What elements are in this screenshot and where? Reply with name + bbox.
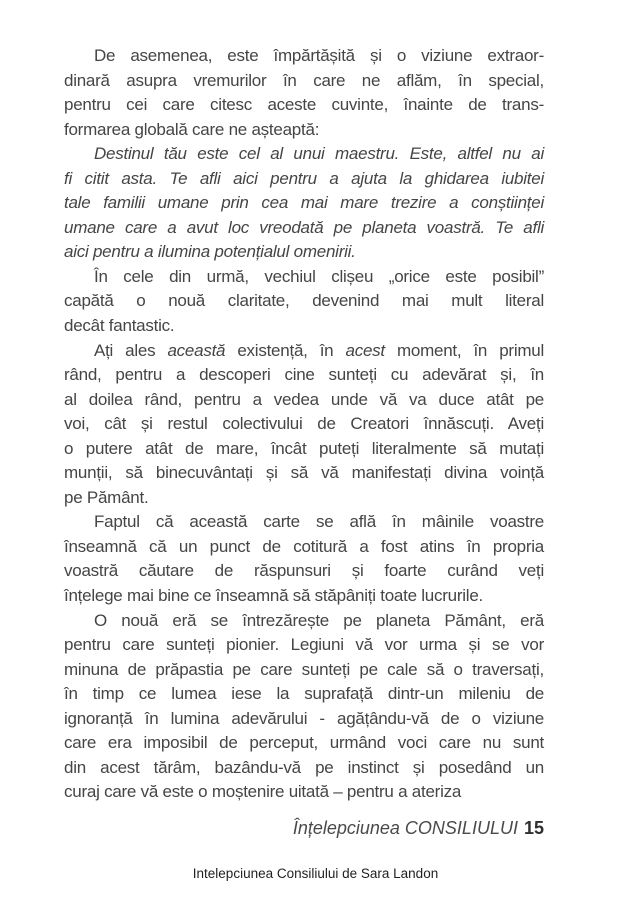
text-segment: în timp ce lumea iese la suprafață dintr-un mileniu de bbox=[64, 684, 544, 704]
text-segment: decât fantastic. bbox=[64, 316, 175, 336]
text-segment: care era imposibil de perceput, urmând voci care nu sunt bbox=[64, 733, 544, 753]
emphasized-text: acest bbox=[345, 340, 385, 360]
text-segment: din acest tărâm, bazându-vă pe instinct și posedând un bbox=[64, 757, 544, 777]
text-line bbox=[64, 69, 544, 94]
text-line bbox=[64, 363, 544, 388]
text-line bbox=[64, 265, 544, 290]
text-line bbox=[64, 339, 544, 364]
paragraph bbox=[64, 609, 544, 805]
page-number: 15 bbox=[523, 818, 544, 838]
text-segment: capătă o nouă claritate, devenind mai mult literal bbox=[64, 291, 544, 311]
text-line bbox=[64, 216, 544, 241]
text-line bbox=[64, 314, 544, 339]
paragraph bbox=[64, 44, 544, 142]
text-line bbox=[64, 633, 544, 658]
text-line bbox=[64, 118, 544, 143]
paragraph bbox=[64, 339, 544, 511]
text-line bbox=[64, 510, 544, 535]
text-segment: formarea globală care ne așteaptă: bbox=[64, 119, 320, 139]
text-segment: pentru care sunteți pionier. Legiuni vă vor urma și se vor bbox=[64, 635, 544, 655]
text-line bbox=[64, 559, 544, 584]
paragraph bbox=[64, 510, 544, 608]
text-segment: înțelege mai bine ce înseamnă să stăpâniți toate lucrurile. bbox=[64, 586, 483, 606]
text-segment: Destinul tău este cel al unui maestru. Este, altfel nu ai bbox=[94, 144, 544, 164]
text-segment: dinară asupra vremurilor în care ne aflăm, în special, bbox=[64, 70, 544, 90]
text-line bbox=[64, 535, 544, 560]
text-segment: moment, în primul bbox=[384, 340, 544, 360]
text-line bbox=[64, 756, 544, 781]
text-segment: aici pentru a ilumina potențialul omenirii. bbox=[64, 242, 356, 262]
text-line bbox=[64, 658, 544, 683]
text-segment: O nouă eră se întrezărește pe planeta Pământ, eră bbox=[94, 610, 544, 630]
text-segment: Faptul că această carte se află în mâinile voastre bbox=[94, 512, 544, 532]
text-segment: voi, cât și restul colectivului de Creatori înnăscuți. Aveți bbox=[64, 414, 544, 434]
text-segment: rând, pentru a descoperi cine sunteți cu adevărat și, în bbox=[64, 365, 544, 385]
text-segment: tale familii umane prin cea mai mare trezire a conștiinței bbox=[64, 193, 544, 213]
text-line bbox=[64, 682, 544, 707]
text-line bbox=[64, 240, 544, 265]
text-line bbox=[64, 486, 544, 511]
text-segment: existență, în bbox=[225, 340, 346, 360]
text-line bbox=[64, 412, 544, 437]
running-title: Înțelepciunea CONSILIULUI bbox=[292, 818, 518, 838]
text-line bbox=[64, 780, 544, 805]
text-segment: al doilea rând, pentru a vedea unde vă va duce atât pe bbox=[64, 389, 544, 409]
text-segment: voastră căutare de răspunsuri și foarte curând veți bbox=[64, 561, 544, 581]
text-line bbox=[64, 584, 544, 609]
text-line bbox=[64, 44, 544, 69]
text-line bbox=[64, 289, 544, 314]
text-line bbox=[64, 142, 544, 167]
paragraph bbox=[64, 142, 544, 265]
text-segment: minuna de prăpastia pe care sunteți pe cale să o traversați, bbox=[64, 659, 544, 679]
text-line bbox=[64, 731, 544, 756]
text-line bbox=[64, 191, 544, 216]
text-segment: În cele din urmă, vechiul clișeu „orice este posibil” bbox=[94, 266, 544, 286]
text-line bbox=[64, 167, 544, 192]
text-segment: curaj care vă este o moștenire uitată – pentru a ateriza bbox=[64, 782, 462, 802]
text-line bbox=[64, 93, 544, 118]
book-caption: Intelepciunea Consiliului de Sara Landon bbox=[192, 866, 439, 881]
text-line bbox=[64, 461, 544, 486]
text-line bbox=[64, 437, 544, 462]
text-segment: ignoranță în lumina adevărului - agățându-vă de o viziune bbox=[64, 708, 544, 728]
text-segment: fi citit asta. Te afli aici pentru a ajuta la ghidarea iubitei bbox=[64, 168, 544, 188]
text-segment: De asemenea, este împărtășită și o viziune extraor- bbox=[94, 46, 544, 65]
text-segment: umane care a avut loc vreodată pe planeta voastră. Te afli bbox=[64, 217, 544, 237]
text-segment: Ați ales bbox=[94, 340, 168, 360]
text-segment: munții, să binecuvântați și să vă manifestați divina voință bbox=[64, 463, 544, 483]
text-segment: înseamnă că un punct de cotitură a fost atins în propria bbox=[64, 536, 544, 556]
text-segment: pe Pământ. bbox=[64, 487, 149, 507]
text-segment: pentru cei care citesc aceste cuvinte, înainte de trans- bbox=[64, 95, 544, 115]
paragraph bbox=[64, 265, 544, 339]
text-line bbox=[64, 707, 544, 732]
emphasized-text: această bbox=[167, 340, 226, 360]
text-line bbox=[64, 388, 544, 413]
body-text bbox=[64, 44, 544, 805]
running-footer bbox=[64, 818, 544, 839]
text-segment: o putere atât de mare, încât puteți literalmente să mutați bbox=[64, 438, 544, 458]
text-line bbox=[64, 609, 544, 634]
